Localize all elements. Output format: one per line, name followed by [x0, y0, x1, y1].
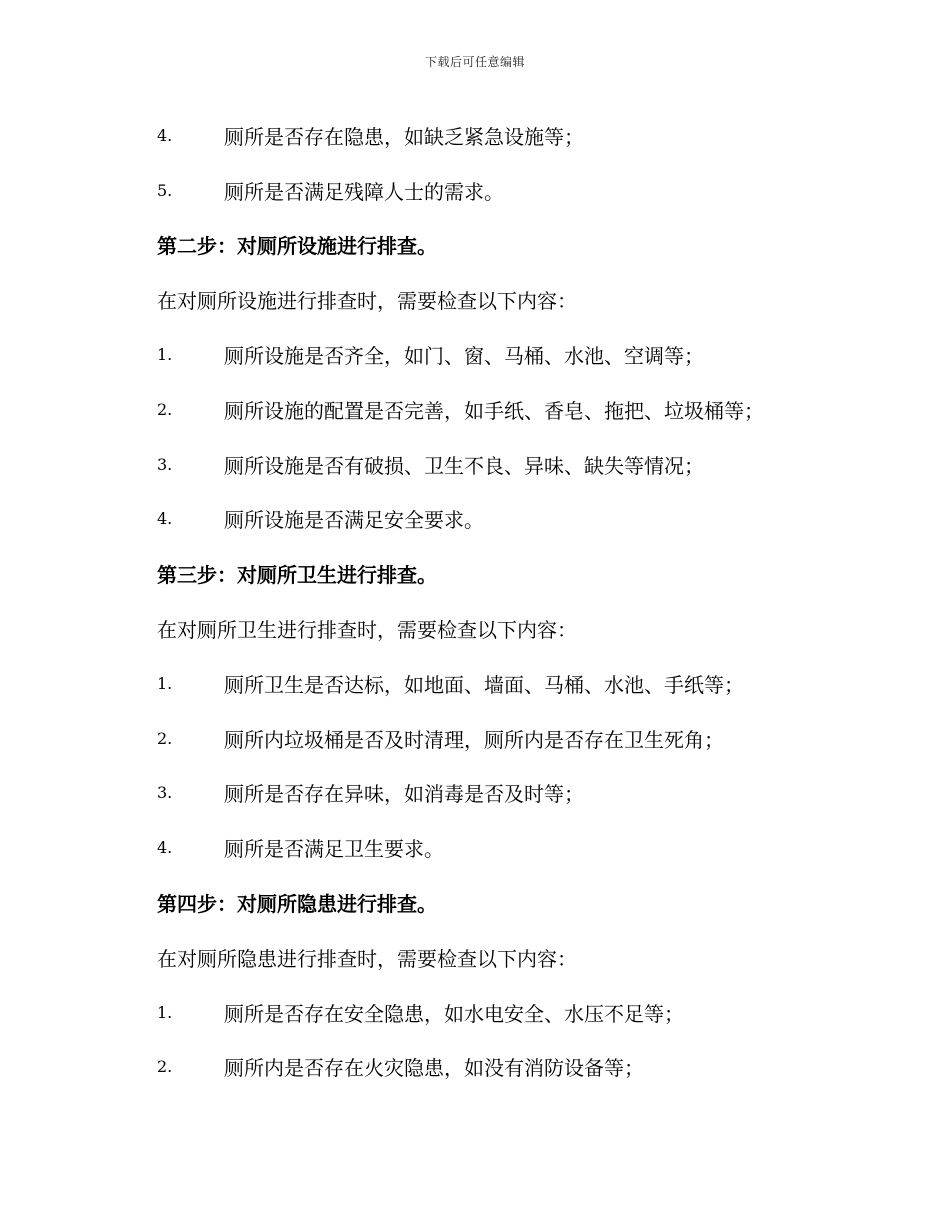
list-number: 2.: [157, 1057, 173, 1077]
list-item: [157, 327, 837, 382]
list-item: [157, 1040, 837, 1095]
list-text: 厕所是否满足卫生要求。: [224, 837, 444, 862]
list-text: 厕所是否存在异味，如消毒是否及时等；: [224, 782, 584, 807]
document-body: [157, 108, 837, 1094]
list-item: [157, 656, 837, 711]
list-text: 厕所设施是否齐全，如门、窗、马桶、水池、空调等；: [224, 344, 704, 369]
list-item: [157, 820, 837, 875]
list-number: 1.: [157, 673, 173, 693]
paragraph: 在对厕所隐患进行排查时，需要检查以下内容：: [157, 946, 577, 971]
paragraph: 在对厕所卫生进行排查时，需要检查以下内容：: [157, 618, 577, 643]
list-item: [157, 711, 837, 766]
header-note: 下载后可任意编辑: [424, 55, 525, 69]
list-item: [157, 163, 837, 218]
list-text: 厕所是否满足残障人士的需求。: [224, 179, 504, 204]
section-heading: 第四步：对厕所隐患进行排查。: [157, 892, 437, 917]
list-item: [157, 985, 837, 1040]
list-text: 厕所卫生是否达标，如地面、墙面、马桶、水池、手纸等；: [224, 672, 744, 697]
list-text: 厕所设施是否满足安全要求。: [224, 508, 484, 533]
list-number: 4.: [157, 125, 173, 145]
list-number: 4.: [157, 838, 173, 858]
list-item: [157, 766, 837, 821]
list-text: 厕所设施的配置是否完善，如手纸、香皂、拖把、垃圾桶等；: [224, 398, 764, 423]
list-number: 2.: [157, 728, 173, 748]
section-heading: 第二步：对厕所设施进行排查。: [157, 234, 437, 259]
list-number: 3.: [157, 783, 173, 803]
list-text: 厕所是否存在隐患，如缺乏紧急设施等；: [224, 124, 584, 149]
list-number: 4.: [157, 509, 173, 529]
list-number: 5.: [157, 180, 173, 200]
list-text: 厕所是否存在安全隐患，如水电安全、水压不足等；: [224, 1001, 684, 1026]
list-item: [157, 108, 837, 163]
list-number: 2.: [157, 399, 173, 419]
list-item: [157, 382, 837, 437]
list-number: 1.: [157, 1002, 173, 1022]
list-number: 3.: [157, 454, 173, 474]
list-text: 厕所内是否存在火灾隐患，如没有消防设备等；: [224, 1056, 644, 1081]
paragraph: 在对厕所设施进行排查时，需要检查以下内容：: [157, 289, 577, 314]
list-text: 厕所内垃圾桶是否及时清理，厕所内是否存在卫生死角；: [224, 727, 724, 752]
list-number: 1.: [157, 345, 173, 365]
section-heading: 第三步：对厕所卫生进行排查。: [157, 563, 437, 588]
list-item: [157, 437, 837, 492]
list-text: 厕所设施是否有破损、卫生不良、异味、缺失等情况；: [224, 453, 704, 478]
list-item: [157, 492, 837, 547]
